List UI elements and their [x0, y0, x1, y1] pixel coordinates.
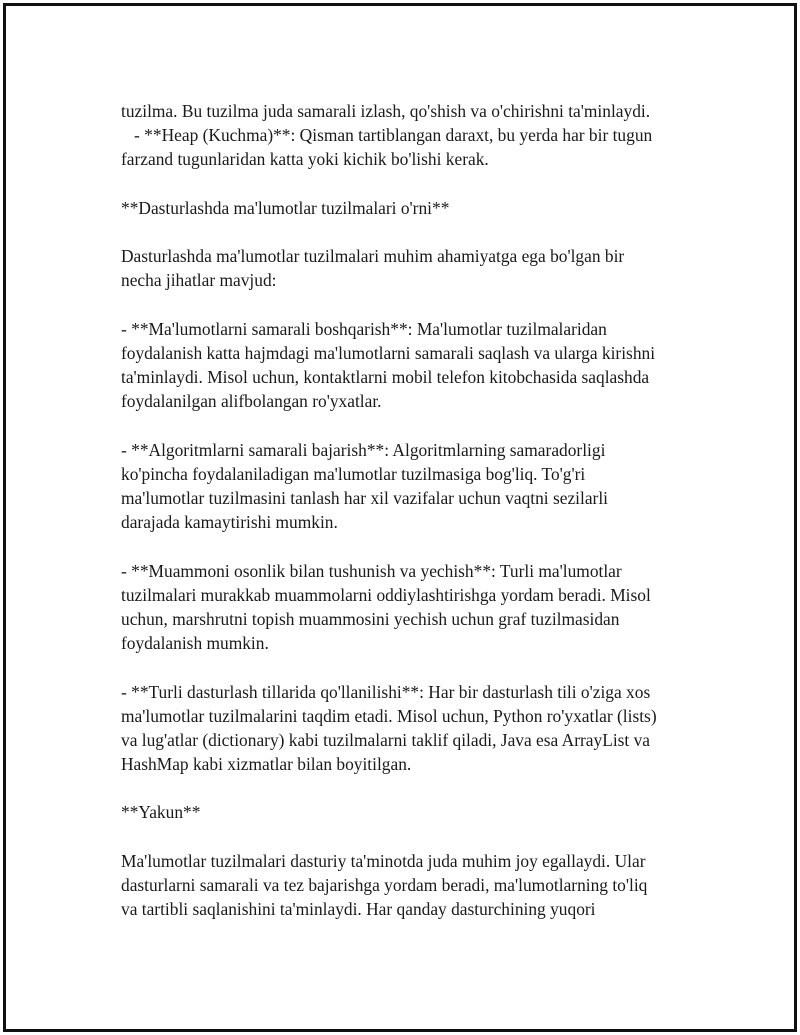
list-item-problem-solving: [121, 559, 721, 656]
text-line: va tartibli saqlanishini ta'minlaydi. Har qanday dasturchining yuqori: [121, 899, 596, 920]
heading-line: **Dasturlashda ma'lumotlar tuzilmalari o'rni**: [121, 197, 450, 218]
text-line: Dasturlashda ma'lumotlar tuzilmalari muhim ahamiyatga ega bo'lgan bir: [121, 246, 625, 267]
text-line: ta'minlaydi. Misol uchun, kontaktlarni mobil telefon kitobchasida saqlashda: [121, 367, 650, 388]
paragraph-gap: [121, 293, 721, 317]
conclusion-heading: [121, 800, 721, 824]
text-line: tuzilma. Bu tuzilma juda samarali izlash, qo'shish va o'chirishni ta'minlaydi.: [121, 101, 651, 121]
paragraph-gap: [121, 413, 721, 437]
heading-line: **Yakun**: [121, 802, 201, 823]
section-heading: [121, 196, 721, 220]
document-body: [121, 99, 721, 921]
page-frame: [3, 3, 797, 1032]
text-line: dasturlarni samarali va tez bajarishga yordam beradi, ma'lumotlarning to'liq: [121, 875, 648, 895]
text-line: tuzilmalari murakkab muammolarni oddiylashtirishga yordam beradi. Misol: [121, 584, 651, 605]
text-line: va lug'atlar (dictionary) kabi tuzilmalarni taklif qiladi, Java esa ArrayList va: [121, 729, 651, 750]
text-line: foydalanish katta hajmdagi ma'lumotlarni samarali saqlash va ularga kirishni: [121, 342, 656, 363]
text-line: - **Algoritmlarni samarali bajarish**: Algoritmlarning samaradorligi: [121, 439, 606, 460]
text-line: farzand tugunlaridan katta yoki kichik bo'lishi kerak.: [121, 149, 489, 170]
text-line: uchun, marshrutni topish muammosini yechish uchun graf tuzilmasidan: [121, 608, 620, 629]
text-line: ma'lumotlar tuzilmasini tanlash har xil vazifalar uchun vaqtni sezilarli: [121, 488, 609, 508]
list-item-data-management: [121, 317, 721, 414]
text-line: ko'pincha foydalaniladigan ma'lumotlar tuzilmasiga bog'liq. To'g'ri: [121, 463, 586, 484]
text-line: ma'lumotlar tuzilmalarini taqdim etadi. Misol uchun, Python ro'yxatlar (lists): [121, 705, 657, 726]
text-line: HashMap kabi xizmatlar bilan boyitilgan.: [121, 754, 412, 775]
paragraph-gap: [121, 825, 721, 849]
text-line: foydalanish mumkin.: [121, 633, 269, 654]
paragraph-gap: [121, 776, 721, 800]
text-line: - **Heap (Kuchma)**: Qisman tartiblangan daraxt, bu yerda har bir tugun: [121, 125, 653, 146]
text-line: necha jihatlar mavjud:: [121, 270, 277, 291]
paragraph-gap: [121, 534, 721, 558]
list-item-languages: [121, 680, 721, 777]
paragraph-gap: [121, 220, 721, 244]
paragraph-intro-fragment: [121, 99, 721, 172]
text-line: foydalanilgan alifbolangan ro'yxatlar.: [121, 391, 382, 412]
text-line: Ma'lumotlar tuzilmalari dasturiy ta'minotda juda muhim joy egallaydi. Ular: [121, 850, 646, 871]
text-line: - **Muammoni osonlik bilan tushunish va yechish**: Turli ma'lumotlar: [121, 560, 622, 581]
paragraph-section-intro: [121, 244, 721, 292]
paragraph-gap: [121, 172, 721, 196]
text-line: - **Turli dasturlash tillarida qo'llanilishi**: Har bir dasturlash tili o'ziga xos: [121, 681, 651, 702]
list-item-algorithms: [121, 438, 721, 535]
text-line: - **Ma'lumotlarni samarali boshqarish**: Ma'lumotlar tuzilmalaridan: [121, 318, 607, 339]
text-line: darajada kamaytirishi mumkin.: [121, 512, 338, 533]
paragraph-conclusion: [121, 849, 721, 922]
paragraph-gap: [121, 655, 721, 679]
